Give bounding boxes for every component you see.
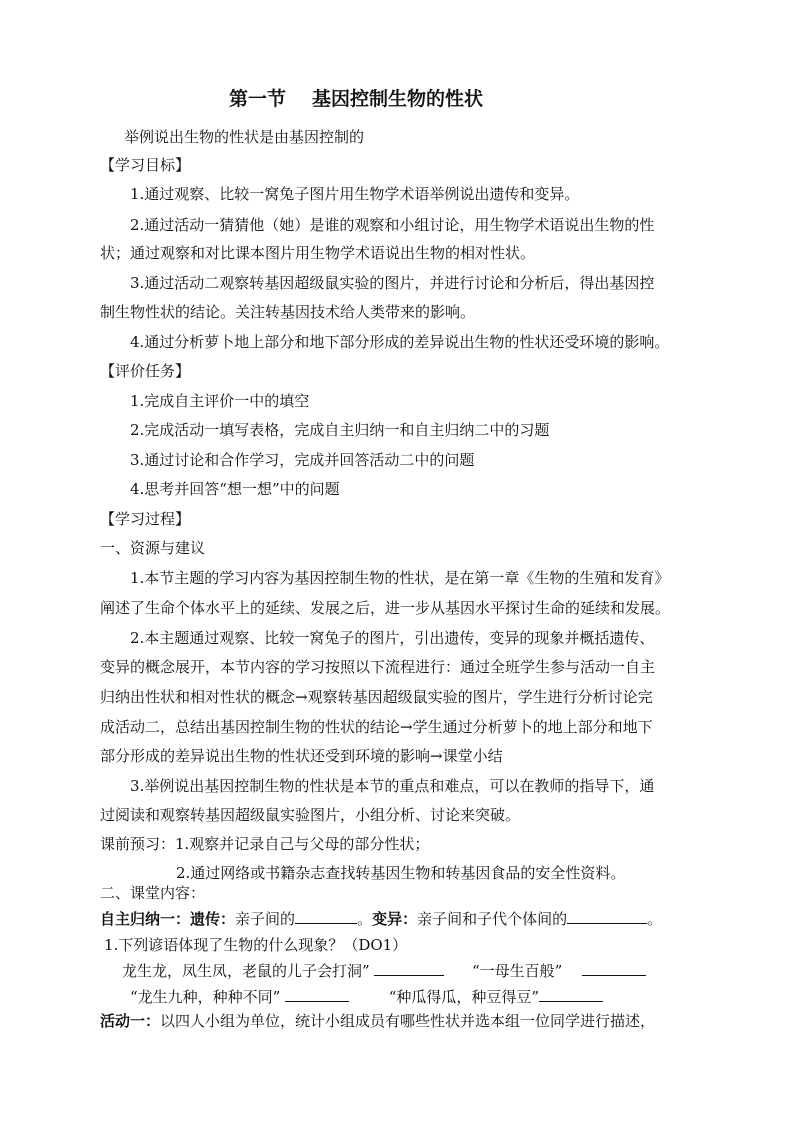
separator: 。	[357, 910, 373, 928]
section-name: 基因控制生物的性状	[312, 88, 484, 110]
paragraph-line: 2.本主题通过观察、比较一窝兔子的图片，引出遗传，变异的现象并概括遗传、	[130, 629, 655, 647]
preview-line: 课前预习：1.观察并记录自己与父母的部分性状；	[100, 835, 430, 853]
induction-label: 自主归纳一：	[100, 910, 191, 928]
proverb-1-blank[interactable]	[374, 961, 444, 976]
objective-item: 状；通过观察和对比课本图片用生物学术语说出生物的相对性状。	[100, 244, 536, 262]
proverb-line	[130, 986, 603, 1008]
paragraph-line: 1.本节主题的学习内容为基因控制生物的性状，是在第一章《生物的生殖和发育》	[130, 569, 670, 587]
variation-blank[interactable]	[567, 909, 647, 924]
activity-text: 以四人小组为单位，统计小组成员有哪些性状并选本组一位同学进行描述，	[160, 1012, 656, 1030]
proverb-2-blank[interactable]	[582, 961, 646, 976]
subtitle: 举例说出生物的性状是由基因控制的	[124, 128, 365, 146]
heredity-blank[interactable]	[295, 909, 357, 924]
proverb-4: “种瓜得瓜，种豆得豆”	[388, 988, 540, 1006]
paragraph-line: 成活动二，总结出基因控制生物的性状的结论→学生通过分析萝卜的地上部分和地下	[100, 718, 653, 736]
proverb-1: 龙生龙，凤生凤，老鼠的儿子会打洞”	[122, 962, 370, 980]
section-number: 第一节	[229, 88, 287, 110]
objective-item: 2.通过活动一猜猜他（她）是谁的观察和小组讨论，用生物学术语说出生物的性	[130, 216, 655, 234]
question-1: 1.下列谚语体现了生物的什么现象？（DO1）	[104, 936, 408, 954]
paragraph-line: 归纳出性状和相对性状的概念→观察转基因超级鼠实验的图片，学生进行分析讨论完	[100, 688, 653, 706]
proverb-4-blank[interactable]	[539, 987, 603, 1002]
preview-line: 2.通过网络或书籍杂志查找转基因生物和转基因食品的安全性资料。	[176, 864, 626, 882]
part2-heading: 二、课堂内容：	[100, 884, 206, 902]
variation-label: 变异：	[372, 910, 418, 928]
page-title	[229, 88, 483, 110]
tasks-heading: 【评价任务】	[100, 362, 191, 380]
objective-item: 制生物性状的结论。关注转基因技术给人类带来的影响。	[100, 303, 476, 321]
proverb-line	[122, 960, 646, 982]
objectives-heading: 【学习目标】	[100, 156, 191, 174]
task-item: 4.思考并回答“想一想”中的问题	[130, 480, 340, 498]
variation-text: 亲子间和子代个体间的	[417, 910, 568, 928]
process-heading: 【学习过程】	[100, 510, 191, 528]
paragraph-line: 变异的概念展开，本节内容的学习按照以下流程进行：通过全班学生参与活动一自主	[100, 658, 656, 676]
heredity-text: 亲子间的	[235, 910, 296, 928]
task-item: 2.完成活动一填写表格，完成自主归纳一和自主归纳二中的习题	[130, 421, 550, 439]
proverb-3-blank[interactable]	[285, 987, 349, 1002]
task-item: 1.完成自主评价一中的填空	[130, 392, 310, 410]
part1-heading: 一、资源与建议	[100, 539, 206, 557]
paragraph-line: 阐述了生命个体水平上的延续、发展之后，进一步从基因水平探讨生命的延续和发展。	[100, 599, 671, 617]
objective-item: 3.通过活动二观察转基因超级鼠实验的图片，并进行讨论和分析后，得出基因控	[130, 274, 655, 292]
paragraph-line: 过阅读和观察转基因超级鼠实验图片，小组分析、讨论来突破。	[100, 806, 521, 824]
paragraph-line: 3.举例说出基因控制生物的性状是本节的重点和难点，可以在教师的指导下，通	[130, 777, 655, 795]
proverb-2: “一母生百般”	[472, 962, 563, 980]
objective-item: 1.通过观察、比较一窝兔子图片用生物学术语举例说出遗传和变异。	[130, 185, 580, 203]
end-mark: 。	[647, 910, 663, 928]
heredity-label: 遗传：	[190, 910, 236, 928]
activity-line	[100, 1010, 655, 1032]
objective-item: 4.通过分析萝卜地上部分和地下部分形成的差异说出生物的性状还受环境的影响。	[130, 333, 670, 351]
task-item: 3.通过讨论和合作学习，完成并回答活动二中的问题	[130, 451, 475, 469]
activity-label: 活动一：	[100, 1012, 161, 1030]
induction-line	[100, 908, 662, 930]
proverb-3: “龙生九种，种种不同”	[130, 988, 281, 1006]
paragraph-line: 部分形成的差异说出生物的性状还受到环境的影响→课堂小结	[100, 747, 503, 765]
